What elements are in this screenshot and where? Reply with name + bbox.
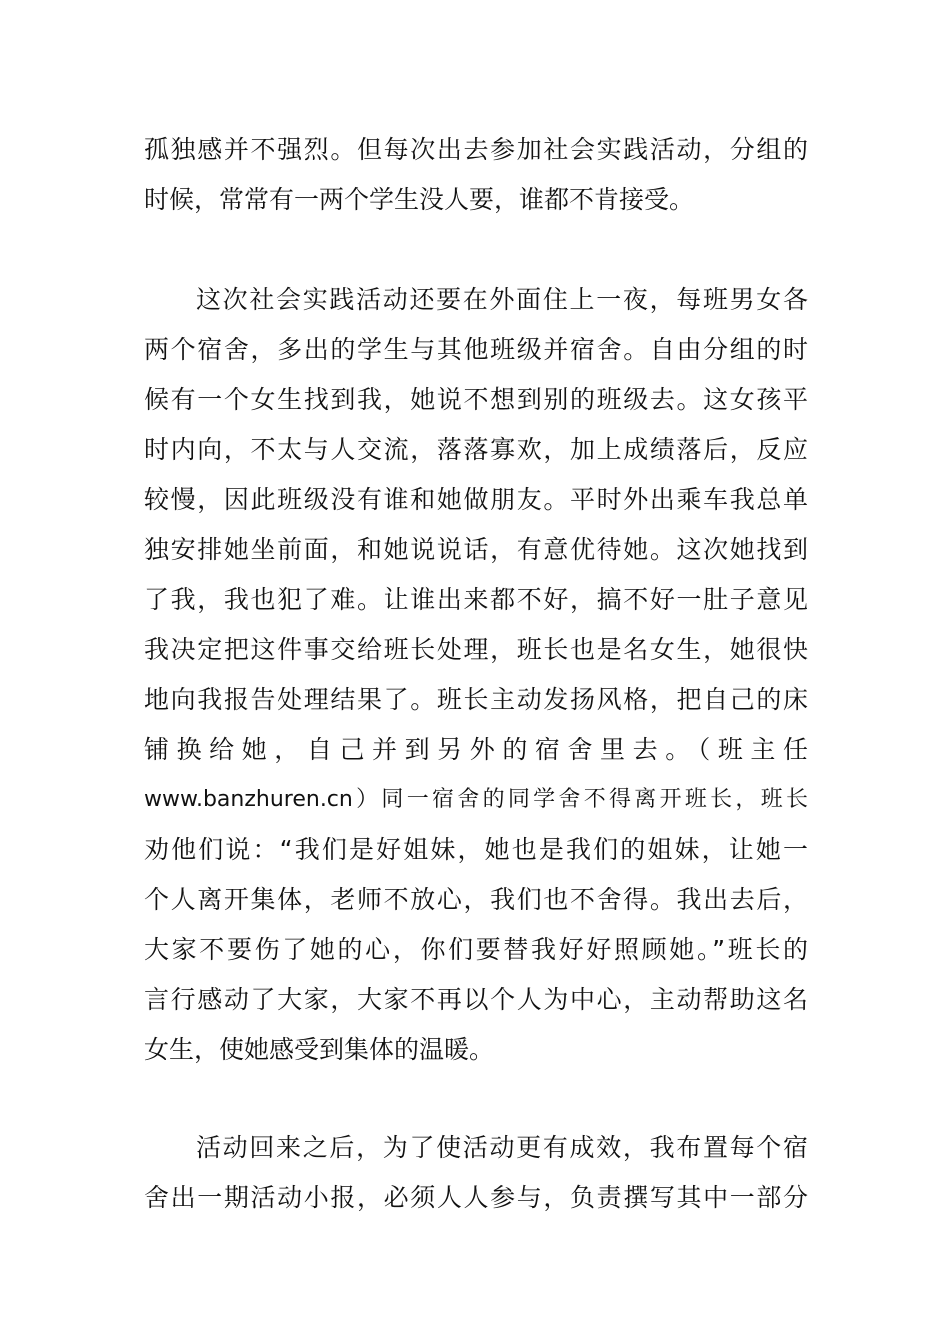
paragraph-2-line-4: 时内向，不太与人交流，落落寡欢，加上成绩落后，反应 (144, 435, 808, 464)
paragraph-2-line-1: 这次社会实践活动还要在外面住上一夜，每班男女各 (196, 285, 808, 314)
paragraph-2-line-10: 铺换给她，自己并到另外的宿舍里去。（班主任 (144, 735, 808, 764)
paragraph-2-line-5: 较慢，因此班级没有谁和她做朋友。平时外出乘车我总单 (144, 485, 808, 514)
paragraph-2-line-11: www.banzhuren.cn）同一宿舍的同学舍不得离开班长，班长 (144, 787, 808, 812)
paragraph-2-line-3: 候有一个女生找到我，她说不想到别的班级去。这女孩平 (144, 385, 808, 414)
paragraph-2-line-2: 两个宿舍，多出的学生与其他班级并宿舍。自由分组的时 (144, 335, 808, 364)
paragraph-2-line-7: 了我，我也犯了难。让谁出来都不好，搞不好一肚子意见 (144, 585, 808, 614)
paragraph-2-line-6: 独安排她坐前面，和她说说话，有意优待她。这次她找到 (144, 535, 808, 564)
paragraph-2-line-12: 劝他们说：“我们是好姐妹，她也是我们的姐妹，让她一 (144, 835, 808, 864)
paragraph-1-line-2: 时候，常常有一两个学生没人要，谁都不肯接受。 (144, 185, 695, 214)
paragraph-1-line-1: 孤独感并不强烈。但每次出去参加社会实践活动，分组的 (144, 135, 808, 164)
paragraph-2-line-13: 个人离开集体，老师不放心，我们也不舍得。我出去后， (144, 885, 808, 914)
paragraph-3-line-1: 活动回来之后，为了使活动更有成效，我布置每个宿 (196, 1133, 808, 1162)
paragraph-2-line-16: 女生，使她感受到集体的温暖。 (144, 1035, 495, 1064)
paragraph-2-line-9: 地向我报告处理结果了。班长主动发扬风格，把自己的床 (144, 685, 808, 714)
paragraph-2-line-8: 我决定把这件事交给班长处理，班长也是名女生，她很快 (144, 635, 808, 664)
paragraph-3-line-2: 舍出一期活动小报，必须人人参与，负责撰写其中一部分 (144, 1183, 808, 1212)
paragraph-2-line-14: 大家不要伤了她的心，你们要替我好好照顾她。”班长的 (144, 935, 808, 964)
paragraph-2-line-15: 言行感动了大家，大家不再以个人为中心，主动帮助这名 (144, 985, 808, 1014)
